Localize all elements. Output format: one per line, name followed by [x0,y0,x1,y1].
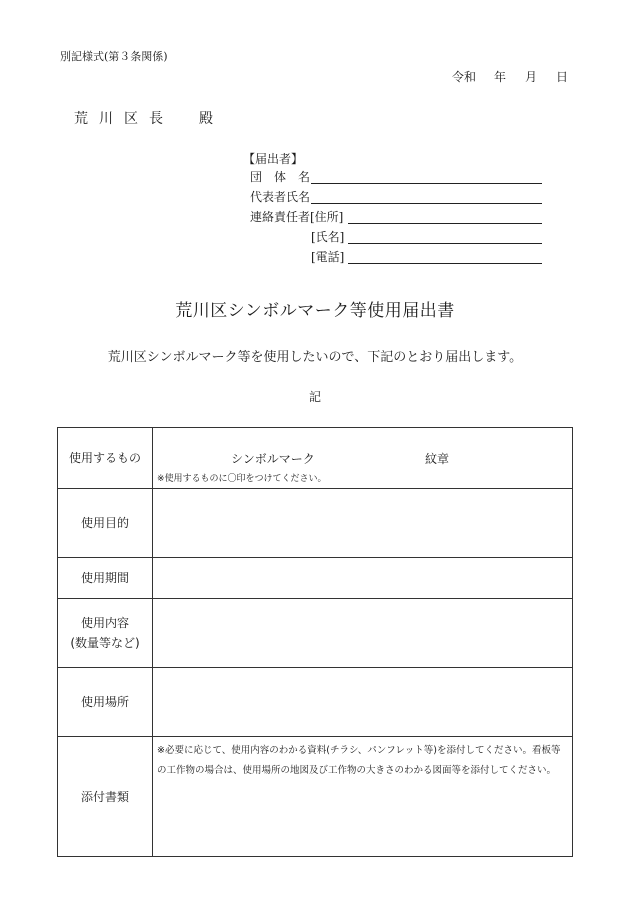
table-row-period [58,558,573,599]
period-label: 使用期間 [58,558,153,599]
addressee: 荒川区長 殿 [74,111,224,127]
document-title: 荒川区シンボルマーク等使用届出書 [175,301,455,321]
usage-item-label: 使用するもの [58,428,153,489]
contact-name-line[interactable] [348,243,542,244]
table-row-content [58,599,573,668]
contact-phone-label: [電話] [311,250,345,264]
table-row-place [58,668,573,737]
org-name-label: 団 体 名 [250,170,311,184]
intro-text: 荒川区シンボルマーク等を使用したいので、下記のとおり届出します。 [107,350,523,365]
application-form-table [57,427,573,857]
date-era: 令和 [452,70,477,84]
date-month: 月 [525,70,538,84]
org-name-line[interactable] [311,183,542,184]
table-row-attachments [58,737,573,857]
table-row-usage-item [58,428,573,489]
contact-address-line[interactable] [348,223,542,224]
purpose-field[interactable] [153,489,573,558]
table-row-purpose [58,489,573,558]
period-field[interactable] [153,558,573,599]
attachments-note: ※必要に応じて、使用内容のわかる資料(チラシ、パンフレット等)を添付してください。看板等の工作物の場合は、使用場所の地図及び工作物の大きさのわかる図面等を添付してください。 [157,745,561,776]
option-symbol-mark[interactable]: シンボルマーク [231,452,315,466]
option-emblem[interactable]: 紋章 [425,452,450,466]
place-label: 使用場所 [58,668,153,737]
form-number: 別記様式(第３条関係) [60,50,168,63]
rep-name-line[interactable] [311,203,542,204]
usage-item-cell[interactable] [153,428,573,489]
content-label-line1: 使用内容 [80,616,129,630]
purpose-label: 使用目的 [58,489,153,558]
option-note: ※使用するものに〇印をつけてください。 [157,474,327,484]
notifier-heading: 【届出者】 [243,152,304,166]
content-label-line2: (数量等など) [70,636,140,650]
contact-phone-line[interactable] [348,263,542,264]
date-year: 年 [494,70,507,84]
date-day: 日 [556,70,569,84]
notifier-block [0,0,630,280]
rep-name-label: 代表者氏名 [250,190,311,204]
content-label [58,599,153,668]
attachments-label: 添付書類 [58,737,153,857]
ki-marker: 記 [308,390,321,404]
content-field[interactable] [153,599,573,668]
contact-address-label: 連絡責任者[住所] [250,210,344,224]
place-field[interactable] [153,668,573,737]
contact-name-label: [氏名] [311,230,345,244]
attachments-field[interactable] [153,737,573,857]
